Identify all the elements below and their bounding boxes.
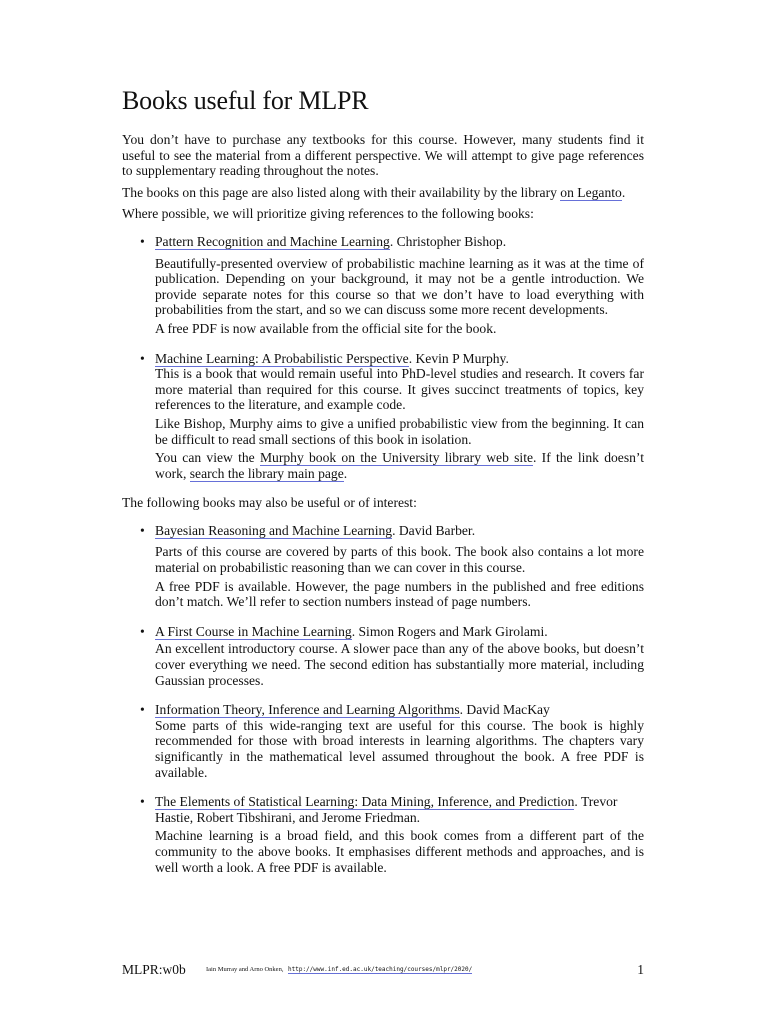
book-link-hastie[interactable]: The Elements of Statistical Learning: Data Mining, Inference, and Prediction [155, 794, 575, 810]
list-item-hastie [122, 794, 644, 875]
page-number: 1 [637, 962, 644, 977]
list-item-mackay [122, 702, 644, 780]
book-authors: . David MacKay [459, 702, 550, 718]
book-heading [155, 234, 644, 250]
secondary-intro: The following books may also be useful or of interest: [122, 495, 417, 511]
access-text: . If the link doesn’t work, [155, 450, 644, 481]
list-item-bishop [122, 234, 644, 337]
secondary-book-list [122, 523, 644, 875]
book-link-barber[interactable]: Bayesian Reasoning and Machine Learning [155, 522, 393, 538]
footer-course-label: MLPR:w0b [122, 962, 186, 977]
access-text: . [343, 465, 348, 481]
access-text: You can view the [155, 450, 260, 466]
murphy-library-link[interactable]: Murphy book on the University library web site [259, 450, 534, 466]
book-description: Like Bishop, Murphy aims to give a unified probabilistic view from the beginning. It can be difficult to read small sections of this book in isolation. [155, 415, 644, 447]
leganto-paragraph [122, 185, 644, 201]
book-authors: . Simon Rogers and Mark Girolami. [351, 623, 548, 639]
book-description: A free PDF is now available from the official site for the book. [155, 320, 497, 336]
footer-authors: Iain Murray and Arno Onken, [206, 966, 284, 973]
book-heading [155, 702, 644, 718]
book-link-mackay[interactable]: Information Theory, Inference and Learning Algorithms [155, 702, 460, 718]
book-description: Beautifully-presented overview of probabilistic machine learning as it was at the time of publication. Depending on your background, it may not be a gentle introduction. We provide separate notes for this course so that we don’t have to load everything with probabilities from the start, and so we can discuss some more recent developments. [155, 255, 644, 318]
book-description: Machine learning is a broad field, and this book comes from a different part of the community to the above books. It emphasises different methods and approaches, and is well worth a look. A free PDF is available. [155, 828, 644, 875]
list-item-rogers [122, 624, 644, 688]
book-link-murphy[interactable]: Machine Learning: A Probabilistic Perspective [155, 350, 409, 366]
leganto-text: The books on this page are also listed along with their availability by the library [122, 184, 561, 200]
book-description: This is a book that would remain useful into PhD-level studies and research. It covers far more material than required for this course. It gives succinct treatments of topics, key references to the literature, and example code. [155, 366, 644, 413]
leganto-link[interactable]: on Leganto [560, 184, 622, 200]
page-title: Books useful for MLPR [122, 86, 369, 115]
intro-paragraph: You don’t have to purchase any textbooks for this course. However, many students find it useful to see the material from a different perspective. We will attempt to give page references to supplementary reading throughout the notes. [122, 132, 644, 179]
book-heading [155, 523, 644, 539]
book-description: Parts of this course are covered by parts of this book. The book also contains a lot more material on probabilistic reasoning than we can cover in this course. [155, 544, 644, 576]
book-heading [155, 351, 644, 367]
list-item-murphy [122, 351, 644, 482]
book-authors: . Christopher Bishop. [389, 233, 507, 249]
list-item-barber [122, 523, 644, 610]
priority-intro: Where possible, we will prioritize giving references to the following books: [122, 206, 534, 222]
footer-course-url[interactable]: http://www.inf.ed.ac.uk/teaching/courses/mlpr/2020/ [288, 966, 473, 973]
book-link-bishop[interactable]: Pattern Recognition and Machine Learning [155, 233, 390, 249]
book-description: An excellent introductory course. A slower pace than any of the above books, but doesn’t cover everything we need. The second edition has substantially more material, including Gaussian processes. [155, 641, 644, 688]
book-authors: . Kevin P Murphy. [408, 350, 509, 366]
primary-book-list [122, 234, 644, 481]
murphy-access-paragraph [155, 450, 644, 481]
book-link-rogers[interactable]: A First Course in Machine Learning [155, 623, 352, 639]
document-body [122, 132, 644, 889]
library-search-link[interactable]: search the library main page [189, 465, 344, 481]
page-footer [122, 962, 644, 982]
book-description: Some parts of this wide-ranging text are useful for this course. The book is highly recommended for those with broad interests in learning algorithms. The chapters vary significantly in the mathematical level assumed throughout the book. A free PDF is available. [155, 717, 644, 780]
book-authors: . Trevor Hastie, Robert Tibshirani, and Jerome Friedman. [155, 794, 618, 825]
book-heading [155, 794, 644, 825]
book-description: A free PDF is available. However, the page numbers in the published and free editions don’t match. We’ll refer to section numbers instead of page numbers. [155, 578, 644, 610]
leganto-suffix: . [621, 184, 626, 200]
book-heading [155, 624, 644, 640]
book-authors: . David Barber. [392, 522, 476, 538]
